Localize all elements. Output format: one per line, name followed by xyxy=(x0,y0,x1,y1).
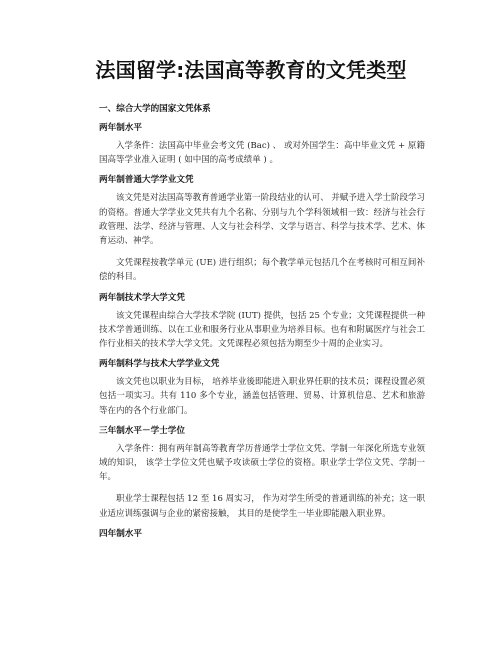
paragraph: 该文凭课程由综合大学技术学院 (IUT) 提供，包括 25 个专业；文凭课程提供一种技术学普通训练、以在工业和服务行业从事职业为培养目标。也有和附属医疗与社会工作行业相关的技术学大学文凭。文凭课程必须包括为期至少十周的企业实习。 xyxy=(99,310,425,350)
subsection-heading: 两年制科学与技术大学学业文凭 xyxy=(99,359,220,370)
subsection-heading: 两年制普通大学学业文凭 xyxy=(99,175,194,186)
paragraph: 入学条件：法国高中毕业会考文凭 (Bac) 、 或对外国学生：高中毕业文凭 + 原籍国高等学业准入证明 ( 如中国的高考成绩单 ) 。 xyxy=(99,141,425,166)
paragraph: 该文凭也以职业为目标， 培养毕业後即能进入职业界任职的技术员；课程设置必须包括一项实习。共有 110 多个专业，涵盖包括管理、贸易、计算机信息、艺术和旅游等在内的各个行业部门。 xyxy=(99,377,425,416)
subsection-heading: 三年制水平－学士学位 xyxy=(99,425,185,436)
document-body xyxy=(99,104,425,545)
paragraph: 该文凭是对法国高等教育普通学业第一阶段结业的认可、 并赋予进入学士阶段学习的资格。普通大学学业文凭共有九个名称、分别与九个学科领域相一致：经济与社会行政管理、法学、经济与管理、人文与社会科学、文学与语言、科学与技术学、艺术、体育运动、神学。 xyxy=(99,193,425,247)
subsection-heading: 两年制水平 xyxy=(99,123,142,133)
paragraph: 文凭课程按教学单元 (UE) 进行组织；每个教学单元包括几个在考核时可相互间补偿的科目。 xyxy=(99,258,425,283)
subsection-heading: 四年制水平 xyxy=(99,528,142,539)
page-title: 法国留学:法国高等教育的文凭类型 xyxy=(95,58,407,82)
subsection-heading: 两年制技术学大学文凭 xyxy=(99,292,185,303)
section-heading: 一、综合大学的国家文凭体系 xyxy=(99,104,211,114)
paragraph: 职业学士课程包括 12 至 16 周实习， 作为对学生所受的普通训练的补充；这一职业适应训练强调与企业的紧密接触， 其目的是使学生一毕业即能融入职业界。 xyxy=(99,494,425,519)
paragraph: 入学条件：拥有两年制高等教育学历普通学士学位文凭、学制一年深化所选专业领域的知识， 该学士学位文凭也赋予攻读硕士学位的资格。职业学士学位文凭、学制一年。 xyxy=(99,443,425,483)
